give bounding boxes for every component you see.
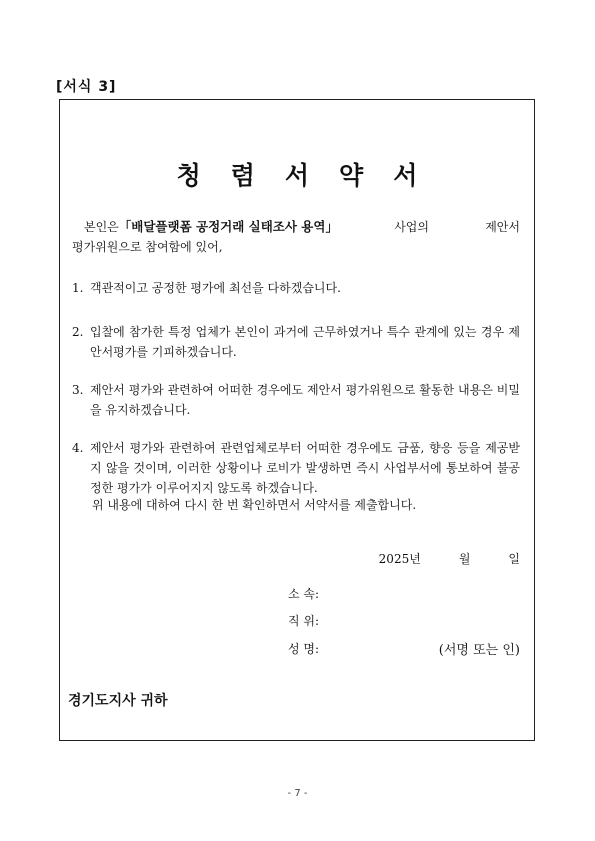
item-text: 제안서 평가와 관련하여 관련업체로부터 어떠한 경우에도 금품, 향응 등을 제공받지 않을 것이며, 이러한 상황이나 로비가 발생하면 즉시 사업부서에 통보하여 불공정한 평가가 이루어지지 않도록 하겠습니다. (90, 441, 520, 495)
date-month: 월 (458, 552, 471, 566)
confirmation-text: 위 내용에 대하여 다시 한 번 확인하면서 서약서를 제출합니다. (92, 498, 417, 512)
date-day: 일 (508, 552, 520, 566)
intro-line-1 (72, 217, 520, 237)
intro-word: 제안서 (485, 220, 520, 234)
pledge-items (72, 278, 520, 498)
item-text: 제안서 평가와 관련하여 어떠한 경우에도 제안서 평가위원으로 활동한 내용은 비밀을 유지하겠습니다. (90, 383, 520, 417)
date-line (379, 550, 520, 567)
affiliation-label: 소 속: (288, 587, 320, 601)
intro-word: 사업의 (394, 220, 429, 234)
item-number: 3. (72, 383, 84, 397)
name-label: 성 명: (288, 642, 320, 656)
item-number: 4. (72, 441, 84, 455)
pledge-box (59, 99, 535, 741)
position-label: 직 위: (288, 614, 320, 628)
signature-note: (서명 또는 인) (438, 643, 520, 658)
pledge-item (72, 380, 520, 420)
item-text: 입찰에 참가한 특정 업체가 본인이 과거에 근무하였거나 특수 관계에 있는 경우 제안서평가를 기피하겠습니다. (90, 325, 520, 359)
project-name: 「배달플랫폼 공정거래 실태조사 용역」 (118, 219, 338, 234)
item-text: 객관적이고 공정한 평가에 최선을 다하겠습니다. (90, 281, 341, 295)
date-year: 2025년 (378, 552, 421, 566)
item-number: 1. (72, 281, 84, 295)
pledge-item (72, 438, 520, 498)
document-title: 청렴서약서 (176, 161, 448, 190)
intro-line-2: 평가위원으로 참여함에 있어, (72, 240, 223, 254)
intro-prefix: 본인은 (84, 220, 119, 234)
intro-paragraph (72, 217, 520, 257)
addressee: 경기도지사 귀하 (68, 693, 168, 709)
page-number: - 7 - (287, 788, 308, 799)
pledge-item (72, 278, 520, 298)
form-label: [서식 3] (56, 79, 117, 95)
item-number: 2. (72, 325, 84, 339)
pledge-item (72, 322, 520, 362)
